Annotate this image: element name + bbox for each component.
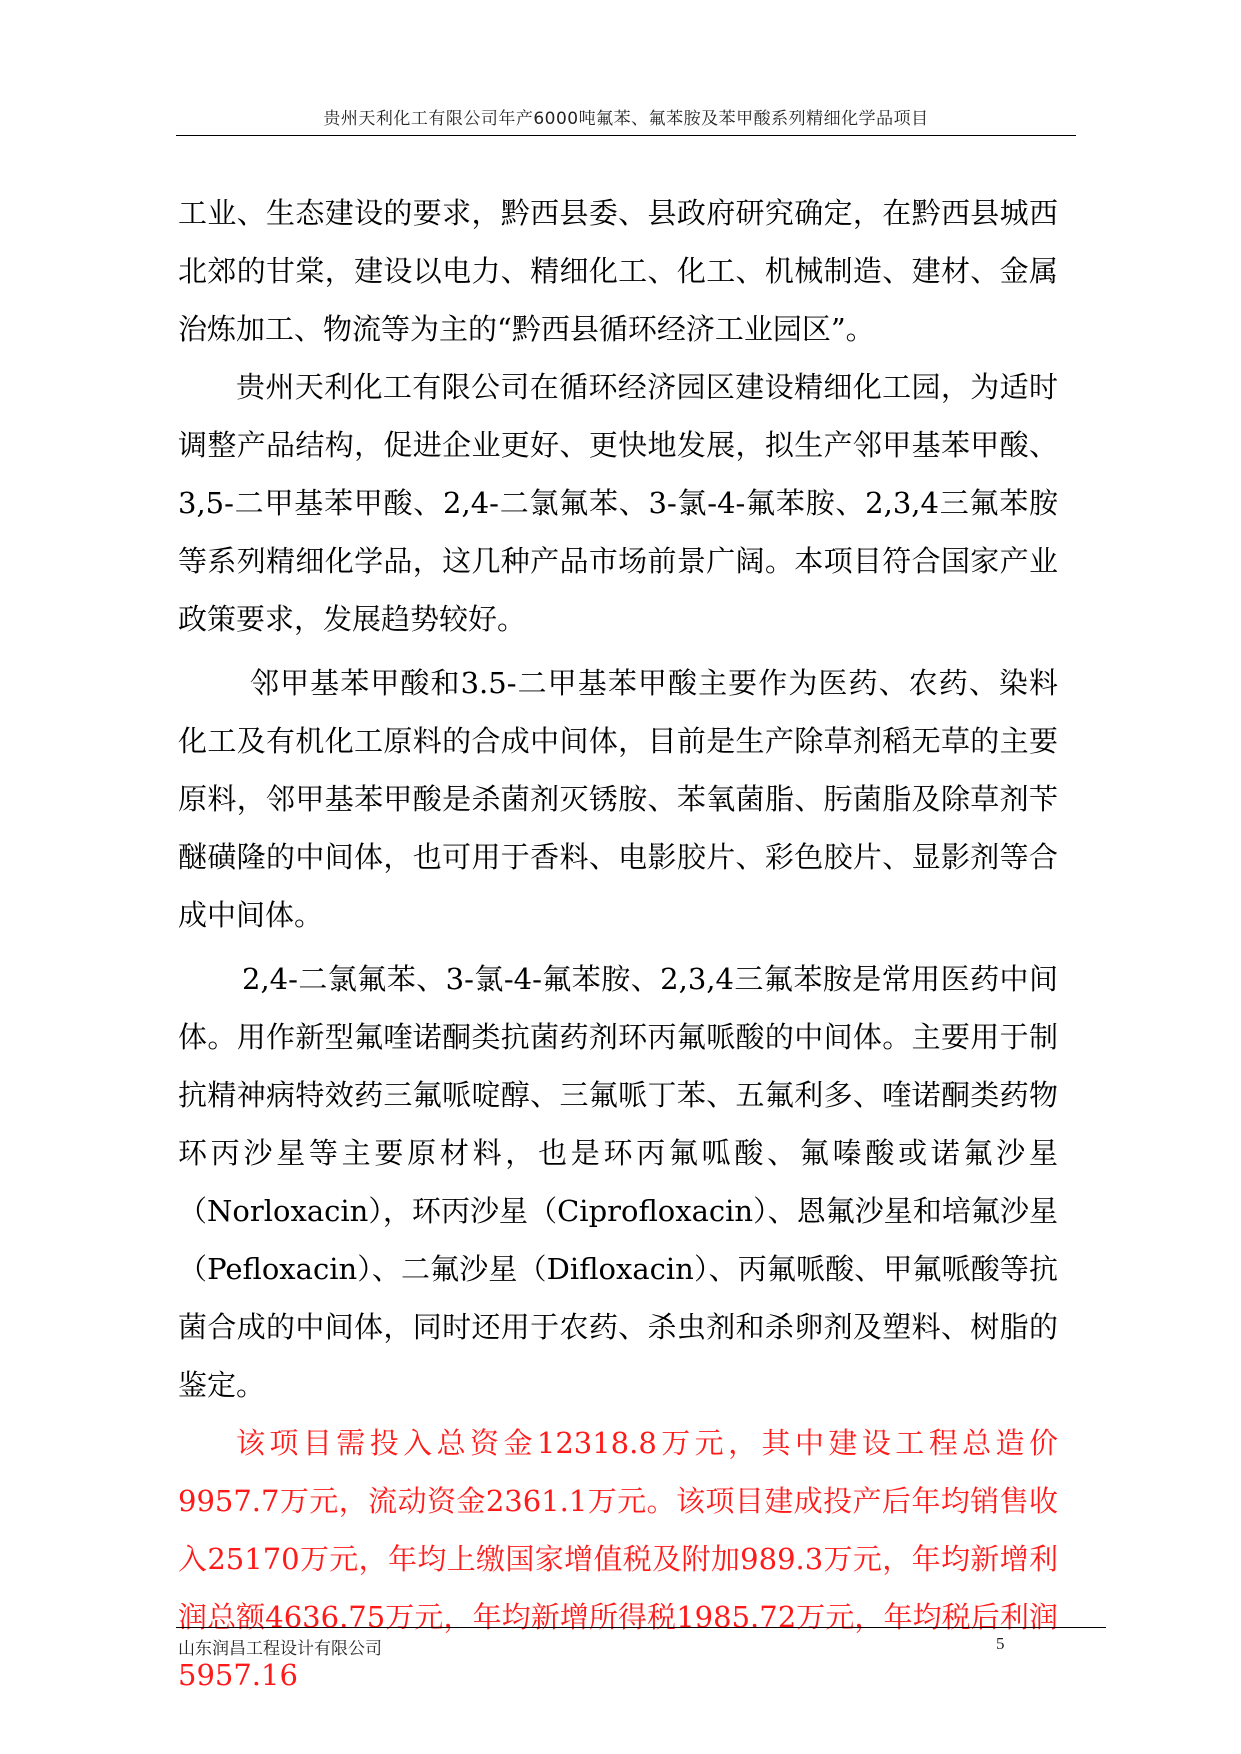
paragraph-2: 贵州天利化工有限公司在循环经济园区建设精细化工园，为适时调整产品结构，促进企业更好、更快地发展，拟生产邻甲基苯甲酸、3,5-二甲基苯甲酸、2,4-二氯氟苯、3-氯-4-氟苯胺、2,3,4三氟苯胺等系列精细化学品，这几种产品市场前景广阔。本项目符合国家产业政策要求，发展趋势较好。 — [178, 370, 1058, 636]
page-number: 5 — [996, 1634, 1005, 1653]
running-header: 贵州天利化工有限公司年产6000吨氟苯、氟苯胺及苯甲酸系列精细化学品项目 — [323, 109, 929, 129]
body-text — [178, 184, 1058, 1704]
footer-rule — [176, 1627, 1106, 1628]
footer-company: 山东润昌工程设计有限公司 — [178, 1639, 382, 1659]
paragraph-3: 邻甲基苯甲酸和3.5-二甲基苯甲酸主要作为医药、农药、染料化工及有机化工原料的合成中间体，目前是生产除草剂稻无草的主要原料，邻甲基苯甲酸是杀菌剂灭锈胺、苯氧菌脂、肟菌脂及除草剂苄醚磺隆的中间体，也可用于香料、电影胶片、彩色胶片、显影剂等合成中间体。 — [178, 666, 1058, 932]
paragraph-1: 工业、生态建设的要求，黔西县委、县政府研究确定，在黔西县城西北郊的甘棠，建设以电力、精细化工、化工、机械制造、建材、金属治炼加工、物流等为主的“黔西县循环经济工业园区”。 — [178, 196, 1058, 346]
paragraph-4: 2,4-二氯氟苯、3-氯-4-氟苯胺、2,3,4三氟苯胺是常用医药中间体。用作新型氟喹诺酮类抗菌药剂环丙氟哌酸的中间体。主要用于制抗精神病特效药三氟哌啶醇、三氟哌丁苯、五氟利多、喹诺酮类药物环丙沙星等主要原材料，也是环丙氟呱酸、氟嗪酸或诺氟沙星（Norloxacin），环丙沙星（Ciprofloxacin）、恩氟沙星和培氟沙星（Pefloxacin）、二氟沙星（Difloxacin）、丙氟哌酸、甲氟哌酸等抗菌合成的中间体，同时还用于农药、杀虫剂和杀卵剂及塑料、树脂的鉴定。 — [178, 962, 1058, 1402]
paragraph-5-financial: 该项目需投入总资金12318.8万元，其中建设工程总造价9957.7万元，流动资金2361.1万元。该项目建成投产后年均销售收入25170万元，年均上缴国家增值税及附加989.3万元，年均新增利润总额4636.75万元，年均新增所得税1985.72万元，年均税后利润5957.16 — [178, 1426, 1058, 1692]
header-rule — [176, 135, 1076, 136]
